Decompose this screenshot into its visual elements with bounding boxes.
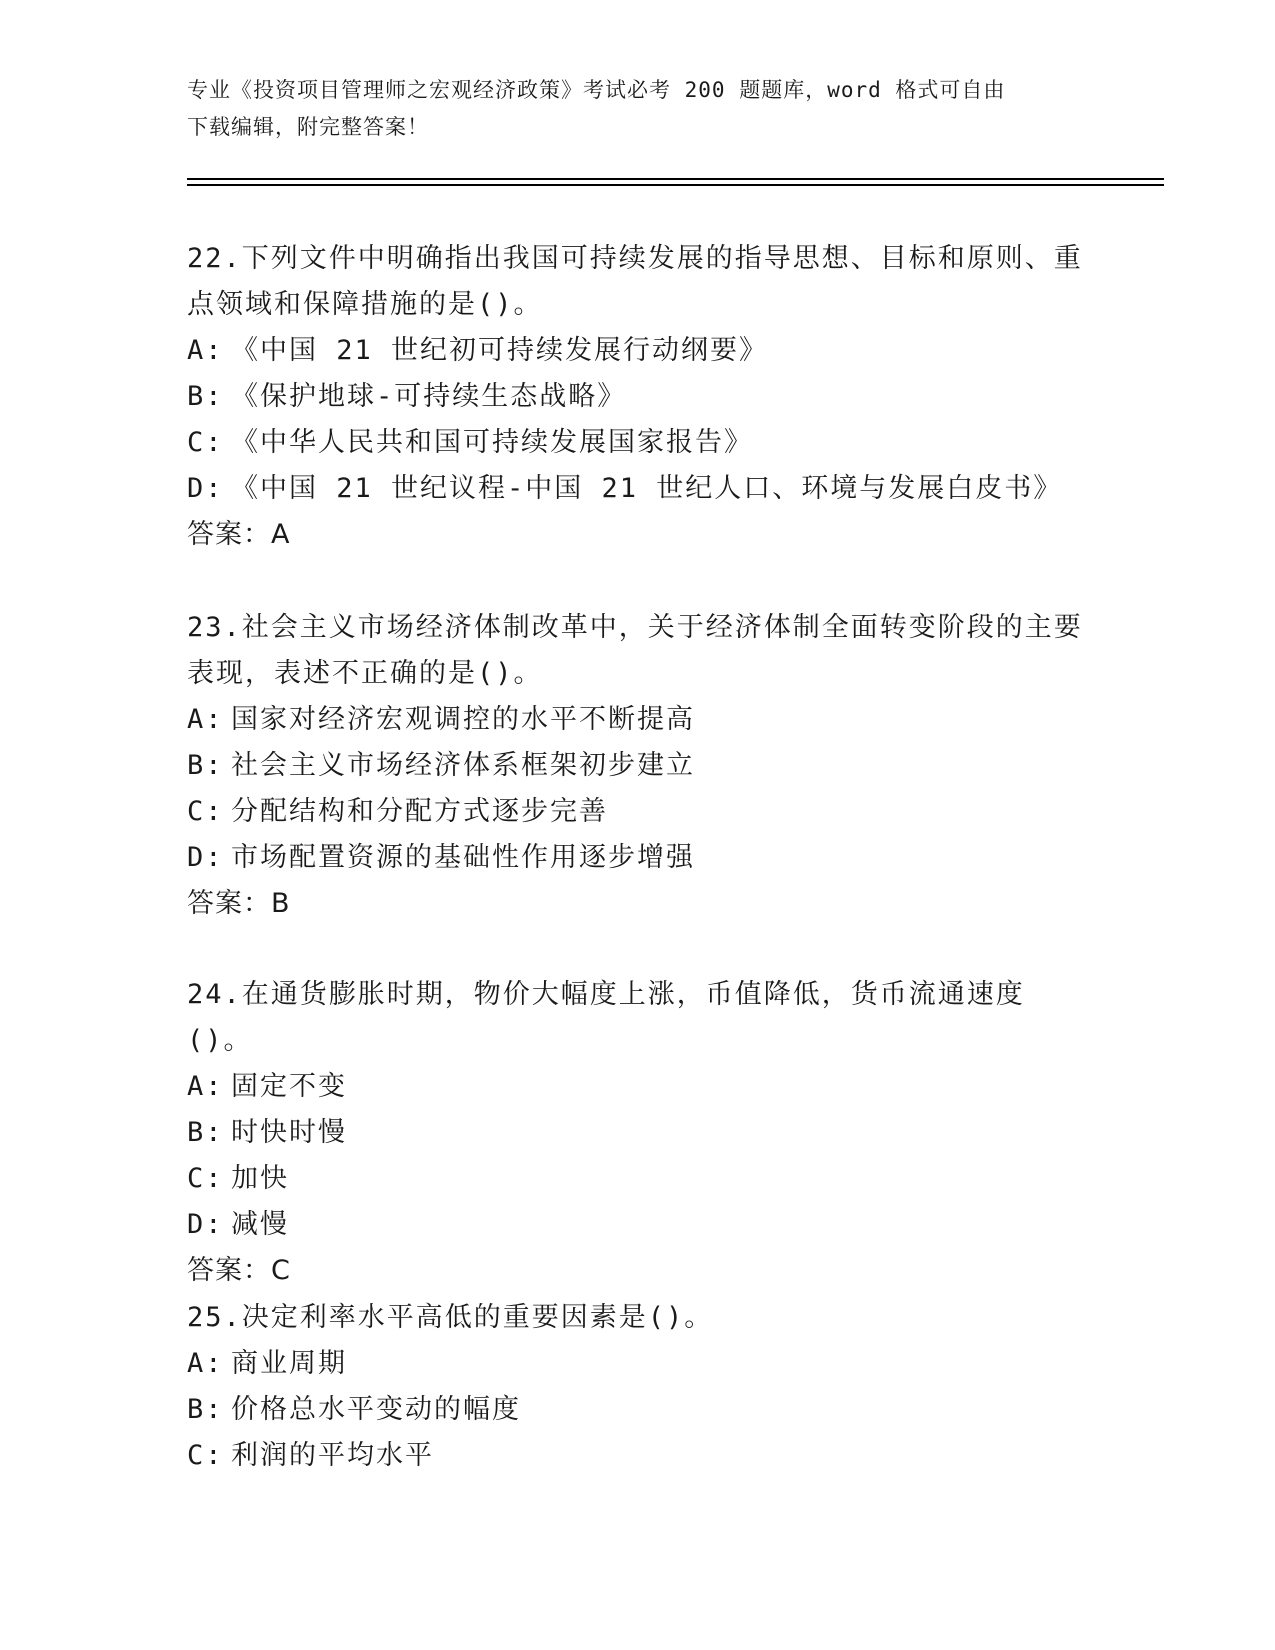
option-c [187, 420, 1087, 466]
option-b [187, 1387, 1087, 1433]
option-b [187, 1110, 1087, 1156]
question-stem [187, 605, 1087, 697]
answer-line: 答案：C [187, 1255, 291, 1286]
question-stem-line-1: 23.社会主义市场经济体制改革中，关于经济体制全面转变阶段的主要 [187, 612, 1083, 643]
option-text: 《中国 21 世纪议程-中国 21 世纪人口、环境与发展白皮书》 [231, 473, 1063, 504]
question-stem-line-1: 25.决定利率水平高低的重要因素是()。 [187, 1302, 714, 1333]
option-a [187, 328, 1087, 374]
header-divider-bottom [187, 184, 1164, 186]
header-line-2: 下载编辑，附完整答案！ [187, 115, 429, 139]
option-text: 社会主义市场经济体系框架初步建立 [231, 750, 695, 781]
option-text: 《保护地球-可持续生态战略》 [231, 381, 627, 412]
question-stem-line-2: 点领域和保障措施的是()。 [187, 289, 543, 320]
question-stem [187, 236, 1087, 328]
question-stem [187, 972, 1087, 1064]
option-a [187, 1341, 1087, 1387]
option-a [187, 1064, 1087, 1110]
answer-line: 答案：B [187, 888, 291, 919]
answer-line: 答案：A [187, 519, 291, 550]
question-stem-line-1: 22.下列文件中明确指出我国可持续发展的指导思想、目标和原则、重 [187, 243, 1083, 274]
question-23 [187, 605, 1087, 927]
option-text: 《中华人民共和国可持续发展国家报告》 [231, 427, 753, 458]
question-stem-line-2: 表现，表述不正确的是()。 [187, 658, 543, 689]
option-c [187, 1156, 1087, 1202]
option-letter: D: [187, 842, 224, 873]
header-line-1: 专业《投资项目管理师之宏观经济政策》考试必考 200 题题库，word 格式可自由 [187, 78, 1006, 102]
option-text: 利润的平均水平 [231, 1440, 434, 1471]
option-letter: C: [187, 1163, 224, 1194]
question-stem [187, 1295, 1087, 1341]
option-text: 固定不变 [231, 1071, 347, 1102]
document-header [187, 72, 1087, 146]
option-d [187, 835, 1087, 881]
option-c [187, 789, 1087, 835]
option-text: 时快时慢 [231, 1117, 347, 1148]
option-text: 价格总水平变动的幅度 [231, 1394, 521, 1425]
option-letter: D: [187, 473, 224, 504]
option-letter: B: [187, 1394, 224, 1425]
option-letter: A: [187, 335, 224, 366]
option-text: 商业周期 [231, 1348, 347, 1379]
option-letter: B: [187, 750, 224, 781]
option-letter: A: [187, 1348, 224, 1379]
option-text: 加快 [231, 1163, 289, 1194]
option-letter: A: [187, 704, 224, 735]
option-text: 分配结构和分配方式逐步完善 [231, 796, 608, 827]
option-letter: A: [187, 1071, 224, 1102]
question-stem-line-1: 24.在通货膨胀时期，物价大幅度上涨，币值降低，货币流通速度()。 [187, 979, 1025, 1056]
option-text: 减慢 [231, 1209, 289, 1240]
option-letter: D: [187, 1209, 224, 1240]
option-b [187, 743, 1087, 789]
option-d [187, 1202, 1087, 1248]
question-24 [187, 972, 1087, 1294]
question-22 [187, 236, 1087, 558]
option-letter: C: [187, 796, 224, 827]
header-divider-top [187, 178, 1164, 180]
option-a [187, 697, 1087, 743]
option-letter: B: [187, 1117, 224, 1148]
option-d [187, 466, 1087, 512]
option-text: 《中国 21 世纪初可持续发展行动纲要》 [231, 335, 769, 366]
option-c [187, 1433, 1087, 1479]
question-25 [187, 1295, 1087, 1479]
option-letter: C: [187, 1440, 224, 1471]
option-text: 国家对经济宏观调控的水平不断提高 [231, 704, 695, 735]
option-b [187, 374, 1087, 420]
option-text: 市场配置资源的基础性作用逐步增强 [231, 842, 695, 873]
option-letter: B: [187, 381, 224, 412]
option-letter: C: [187, 427, 224, 458]
